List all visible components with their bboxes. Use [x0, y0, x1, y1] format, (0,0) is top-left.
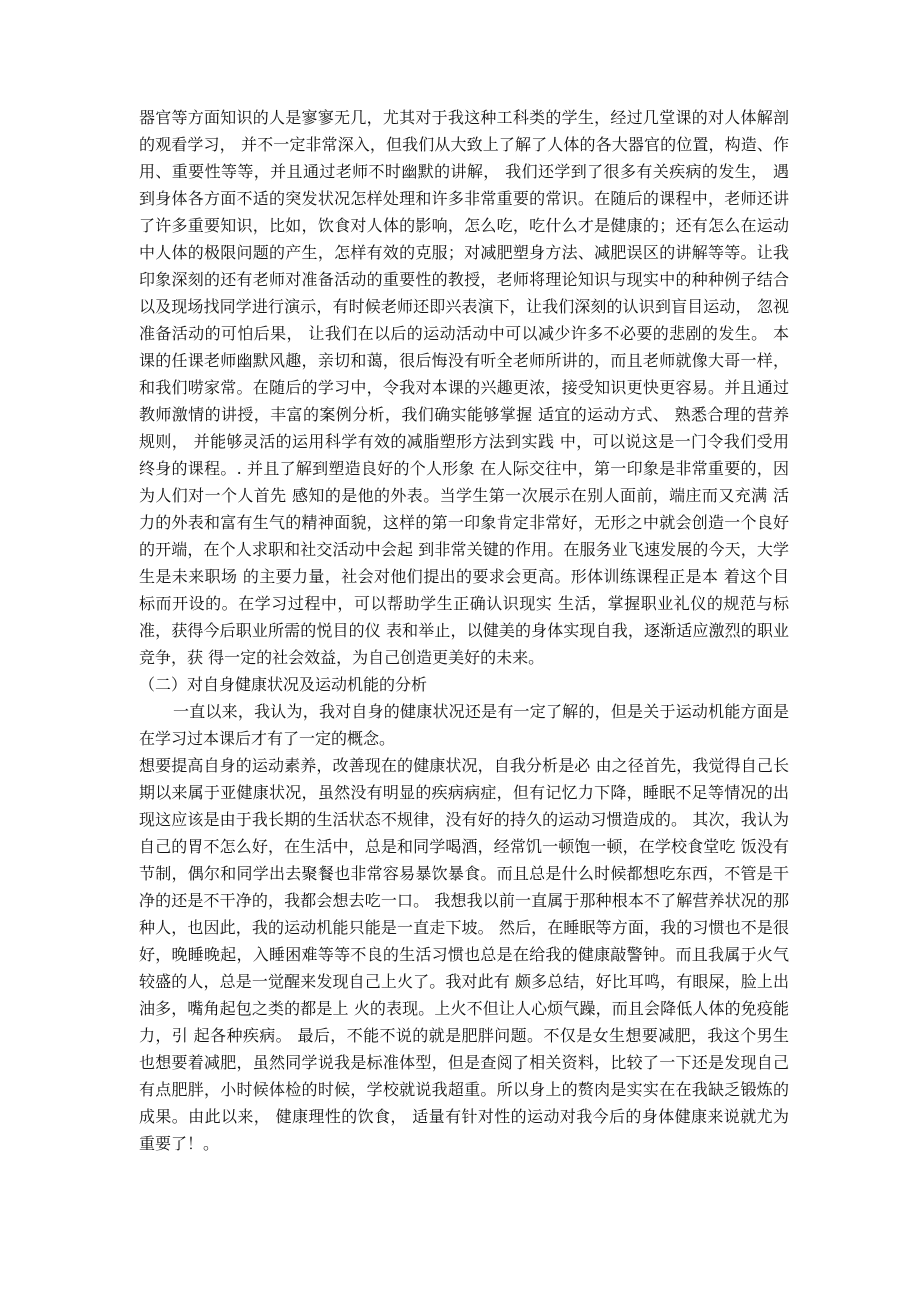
paragraph-self-analysis: 想要提高自身的运动素养，改善现在的健康状况，自我分析是必 由之径首先，我觉得自己长期以来属于亚健康状况，虽然没有明显的疾病病症，但有记忆力下降，睡眠不足等情况的出现这应该是由于我长期的生活状态不规律，没有好的持久的运动习惯造成的。 其次，我认为自己的胃不怎么好，在生活中，总是和同学喝酒，经常饥一顿饱一顿，在学校食堂吃 饭没有节制，偶尔和同学出去聚餐也非常容易暴饮暴食。而且总是什么时候都想吃东西，不管是干净的还是不干净的，我都会想去吃一口。 我想我以前一直属于那种根本不了解营养状况的那种人，也因此，我的运动机能只能是一直走下坡。 然后，在睡眠等方面，我的习惯也不是很好，晚睡晚起，入睡困难等等不良的生活习惯也总是在给我的健康敲警钟。而且我属于火气较盛的人，总是一觉醒来发现自己上火了。我对此有 颇多总结，好比耳鸣，有眼屎，脸上出油多，嘴角起包之类的都是上 火的表现。上火不但让人心烦气躁，而且会降低人体的免疫能力，引 起各种疾病。 最后，不能不说的就是肥胖问题。不仅是女生想要减肥，我这个男生也想要着减肥，虽然同学说我是标准体型，但是查阅了相关资料，比较了一下还是发现自己有点肥胖，小时候体检的时候，学校就说我超重。所以身上的赘肉是实实在在我缺乏锻炼的成果。由此以来， 健康理性的饮食， 适量有针对性的运动对我今后的身体健康来说就尤为重要了！。 — [139, 756, 789, 1153]
section-heading-health-analysis: （二）对自身健康状况及运动机能的分析 — [139, 675, 428, 694]
document-body — [139, 104, 789, 1157]
paragraph-health-intro: 一直以来，我认为，我对自身的健康状况还是有一定了解的，但是关于运动机能方面是 在学习过本课后才有了一定的概念。 — [139, 702, 789, 748]
paragraph-course-review: 器官等方面知识的人是寥寥无几，尤其对于我这种工科类的学生，经过几堂课的对人体解剖的观看学习， 并不一定非常深入，但我们从大致上了解了人体的各大器官的位置，构造、作用、重要性等等，并且通过老师不时幽默的讲解， 我们还学到了很多有关疾病的发生， 遇到身体各方面不适的突发状况怎样处理和许多非常重要的常识。在随后的课程中，老师还讲了许多重要知识，比如，饮食对人体的影响，怎么吃，吃什么才是健康的；还有怎么在运动中人体的极限问题的产生，怎样有效的克服；对减肥塑身方法、减肥误区的讲解等等。让我印象深刻的还有老师对准备活动的重要性的教授，老师将理论知识与现实中的种种例子结合以及现场找同学进行演示，有时候老师还即兴表演下，让我们深刻的认识到盲目运动， 忽视准备活动的可怕后果， 让我们在以后的运动活动中可以减少许多不必要的悲剧的发生。 本课的任课老师幽默风趣，亲切和蔼，很后悔没有听全老师所讲的，而且老师就像大哥一样，和我们唠家常。在随后的学习中，令我对本课的兴趣更浓，接受知识更快更容易。并且通过教师激情的讲授，丰富的案例分析，我们确实能够掌握 适宜的运动方式、 熟悉合理的营养规则， 并能够灵活的运用科学有效的减脂塑形方法到实践 中，可以说这是一门令我们受用终身的课程。. 并且了解到塑造良好的个人形象 在人际交往中，第一印象是非常重要的，因为人们对一个人首先 感知的是他的外表。当学生第一次展示在别人面前，端庄而又充满 活力的外表和富有生气的精神面貌，这样的第一印象肯定非常好，无形之中就会创造一个良好的开端，在个人求职和社交活动中会起 到非常关键的作用。在服务业飞速发展的今天，大学生是未来职场 的主要力量，社会对他们提出的要求会更高。形体训练课程正是本 着这个目标而开设的。在学习过程中，可以帮助学生正确认识现实 生活，掌握职业礼仪的规范与标准，获得今后职业所需的悦目的仪 表和举止，以健美的身体实现自我，逐渐适应激烈的职业竞争，获 得一定的社会效益，为自己创造更美好的未来。 — [139, 108, 789, 667]
